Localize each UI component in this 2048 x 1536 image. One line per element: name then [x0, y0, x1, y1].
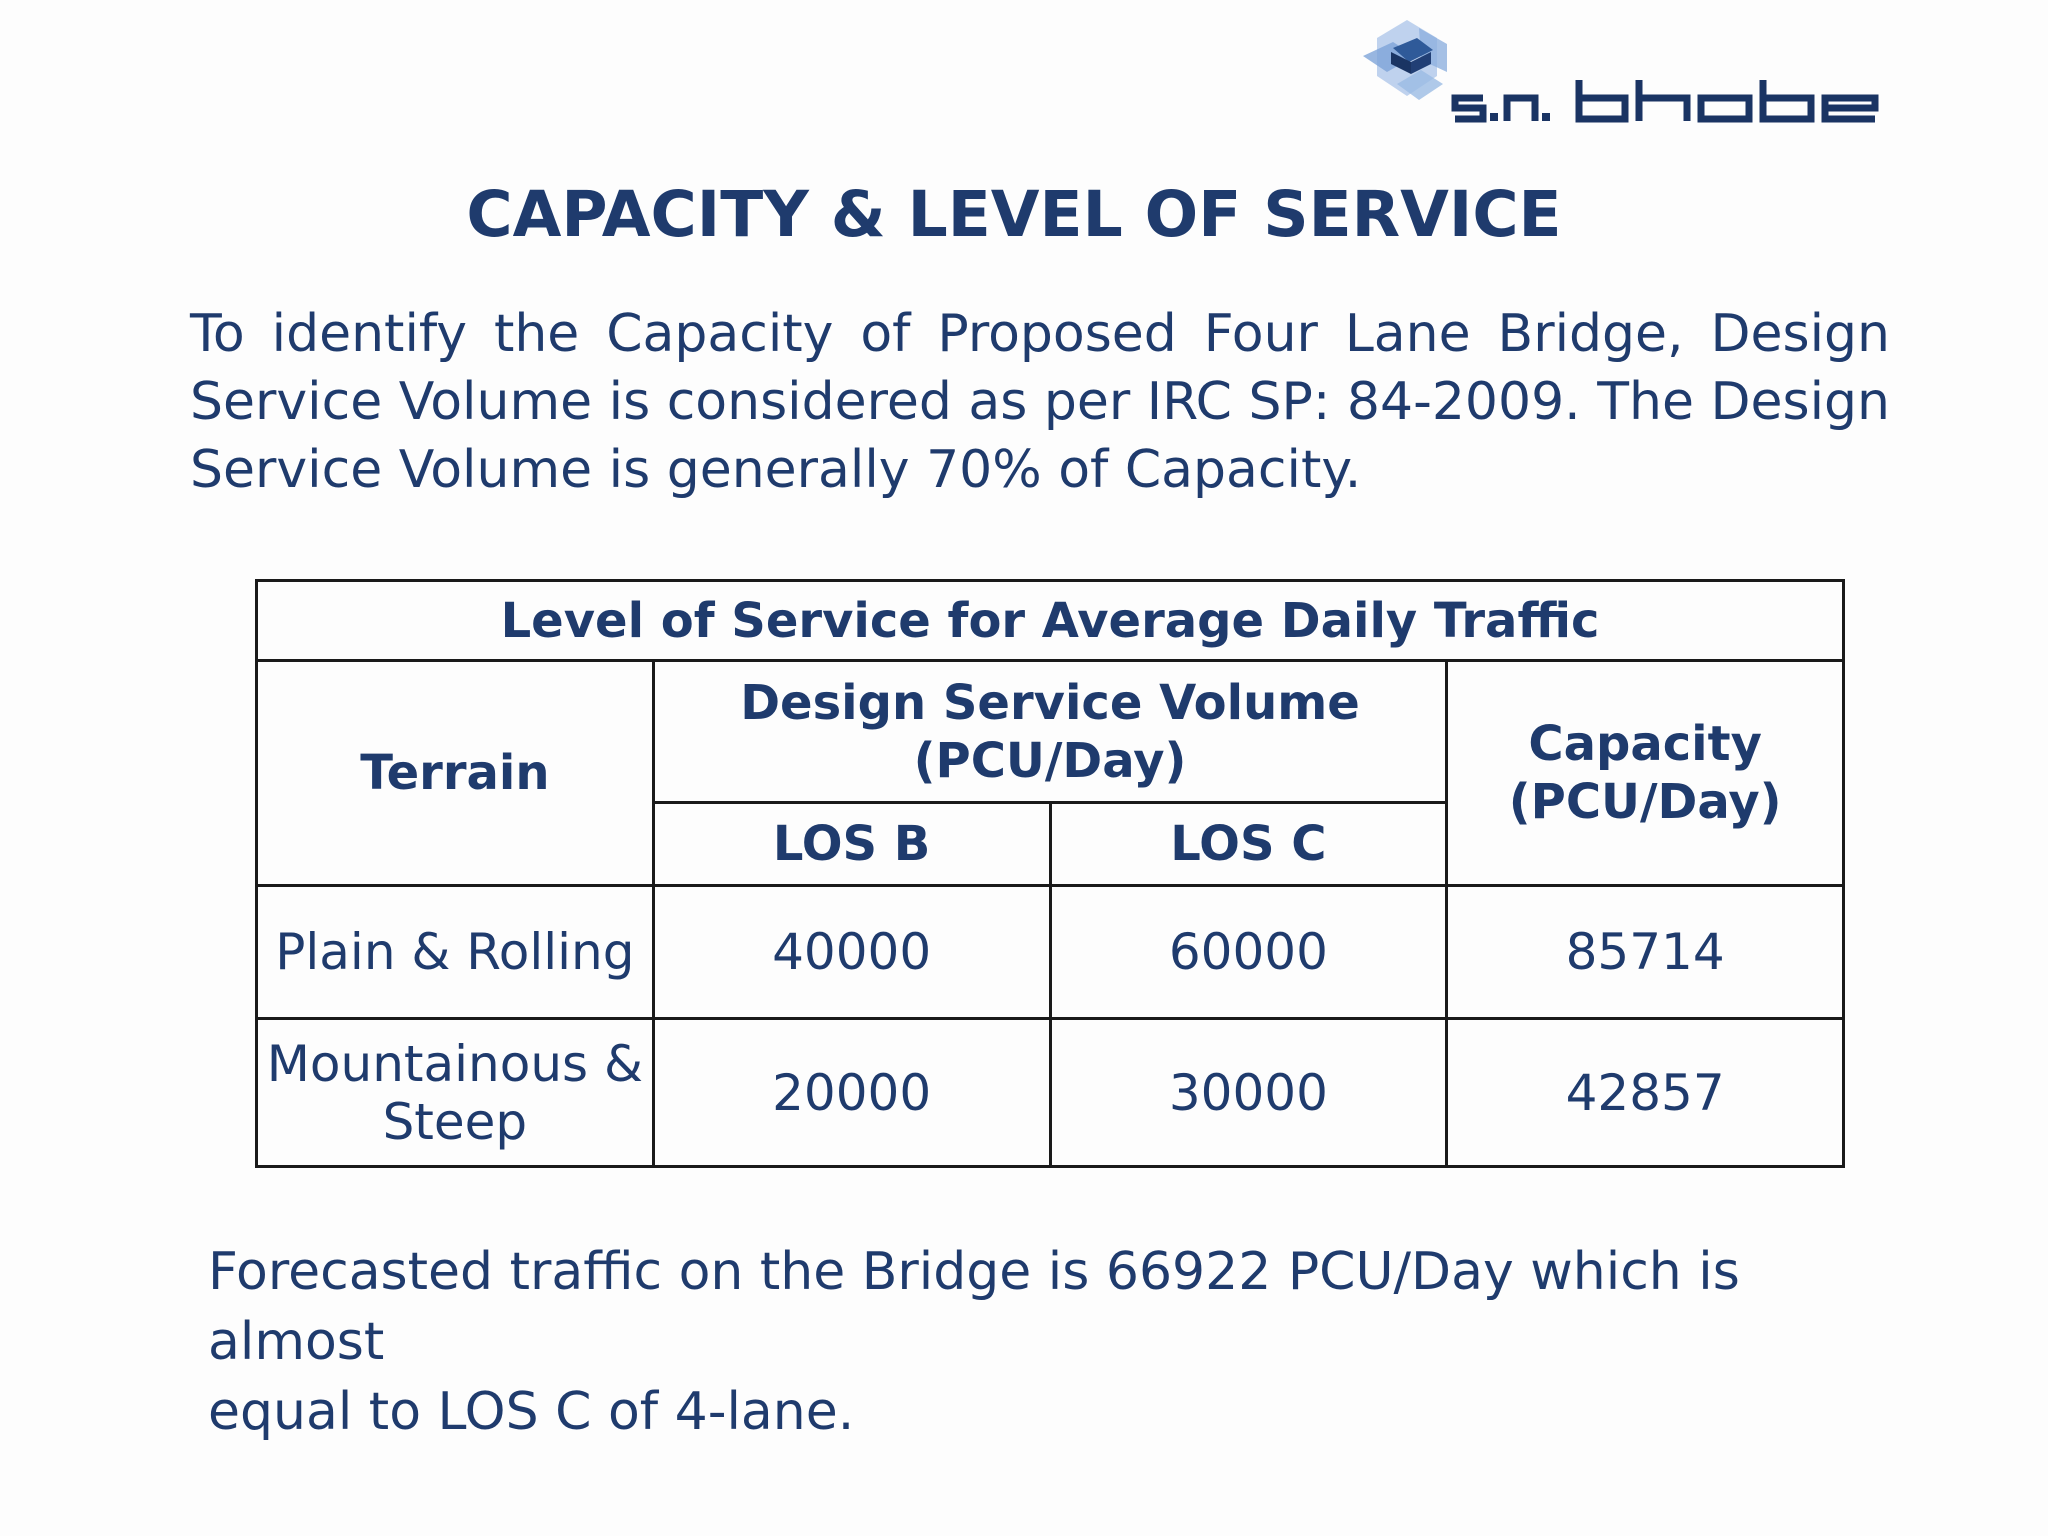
table-caption: Level of Service for Average Daily Traffic [257, 581, 1844, 661]
design-service-volume-header [653, 661, 1447, 803]
conclusion-line-1: Forecasted traffic on the Bridge is 66922 PCU/Day which is almost [208, 1242, 1740, 1372]
los-b-cell: 20000 [653, 1019, 1050, 1167]
terrain-cell: Plain & Rolling [257, 885, 654, 1019]
cube-logo-icon [1355, 8, 2045, 148]
capacity-header [1447, 661, 1844, 885]
los-c-header: LOS C [1050, 803, 1447, 885]
company-logo [1355, 8, 2045, 148]
conclusion-paragraph [208, 1237, 1908, 1447]
capacity-cell: 42857 [1447, 1019, 1844, 1167]
los-c-cell: 30000 [1050, 1019, 1447, 1167]
terrain-header: Terrain [257, 661, 654, 885]
capacity-unit: (PCU/Day) [1508, 773, 1782, 830]
capacity-label: Capacity [1528, 715, 1762, 772]
table-caption-row [257, 581, 1844, 661]
table-row [257, 885, 1844, 1019]
los-b-header: LOS B [653, 803, 1050, 885]
los-c-cell: 60000 [1050, 885, 1447, 1019]
design-service-volume-label: Design Service Volume [740, 674, 1360, 731]
los-b-cell: 40000 [653, 885, 1050, 1019]
terrain-cell: Mountainous & Steep [257, 1019, 654, 1167]
table-header-row [257, 661, 1844, 803]
table-row [257, 1019, 1844, 1167]
page-title: CAPACITY & LEVEL OF SERVICE [466, 178, 1562, 251]
capacity-cell: 85714 [1447, 885, 1844, 1019]
design-service-volume-unit: (PCU/Day) [913, 732, 1187, 789]
intro-paragraph: To identify the Capacity of Proposed Four Lane Bridge, Design Service Volume is considered as per IRC SP: 84-2009. The Design Service Volume is generally 70% of Capacity. [190, 304, 1891, 500]
level-of-service-table [255, 579, 1845, 1168]
conclusion-line-2: equal to LOS C of 4-lane. [208, 1382, 855, 1442]
